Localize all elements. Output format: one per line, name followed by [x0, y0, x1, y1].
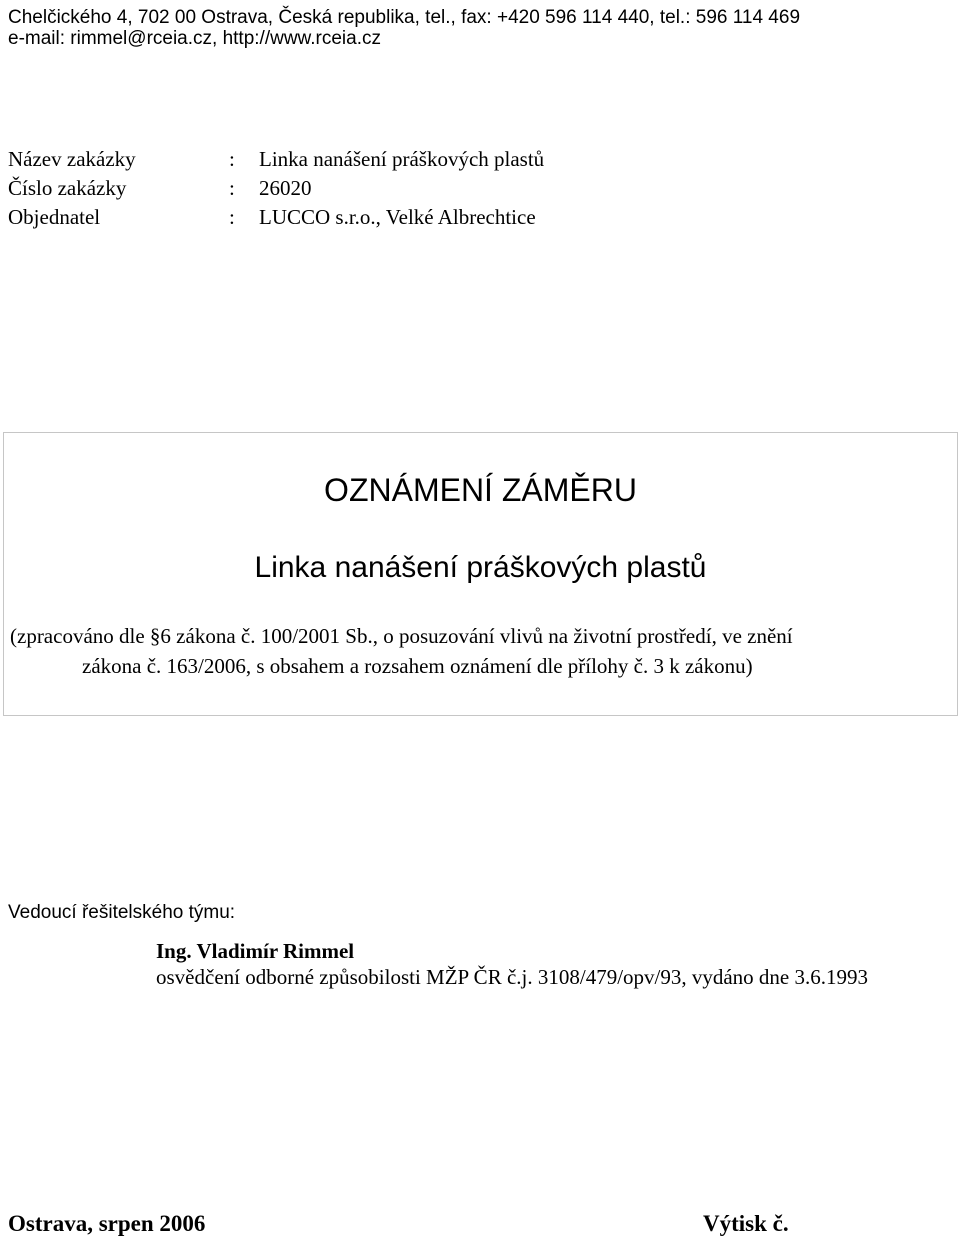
- footer-copy-number: Výtisk č.: [703, 1211, 789, 1236]
- legal-basis-line-2: zákona č. 163/2006, s obsahem a rozsahem oznámení dle přílohy č. 3 k zákonu): [82, 654, 753, 678]
- title-box: [3, 432, 958, 716]
- order-number-label: Číslo zakázky: [8, 176, 127, 200]
- order-name-value: Linka nanášení práškových plastů: [259, 147, 545, 171]
- footer-place-date: Ostrava, srpen 2006: [8, 1211, 206, 1236]
- client-label: Objednatel: [8, 205, 101, 229]
- company-contact: e-mail: rimmel@rceia.cz, http://www.rceia.cz: [8, 28, 381, 49]
- company-address: Chelčického 4, 702 00 Ostrava, Česká republika, tel., fax: +420 596 114 440, tel.: 596 114 469: [8, 7, 801, 28]
- team-leader-label: Vedoucí řešitelského týmu:: [8, 902, 236, 923]
- order-name-label: Název zakázky: [8, 147, 136, 171]
- client-colon: :: [229, 205, 235, 229]
- document-title: OZNÁMENÍ ZÁMĚRU: [324, 472, 637, 508]
- legal-basis-line-1: (zpracováno dle §6 zákona č. 100/2001 Sb., o posuzování vlivů na životní prostředí, ve znění: [10, 624, 793, 648]
- order-name-colon: :: [229, 147, 235, 171]
- document-subtitle: Linka nanášení práškových plastů: [254, 551, 707, 584]
- client-value: LUCCO s.r.o., Velké Albrechtice: [259, 205, 536, 229]
- order-number-value: 26020: [259, 176, 312, 200]
- order-number-colon: :: [229, 176, 235, 200]
- team-leader-certificate: osvědčení odborné způsobilosti MŽP ČR č.j. 3108/479/opv/93, vydáno dne 3.6.1993: [156, 965, 869, 989]
- team-leader-name: Ing. Vladimír Rimmel: [156, 939, 355, 963]
